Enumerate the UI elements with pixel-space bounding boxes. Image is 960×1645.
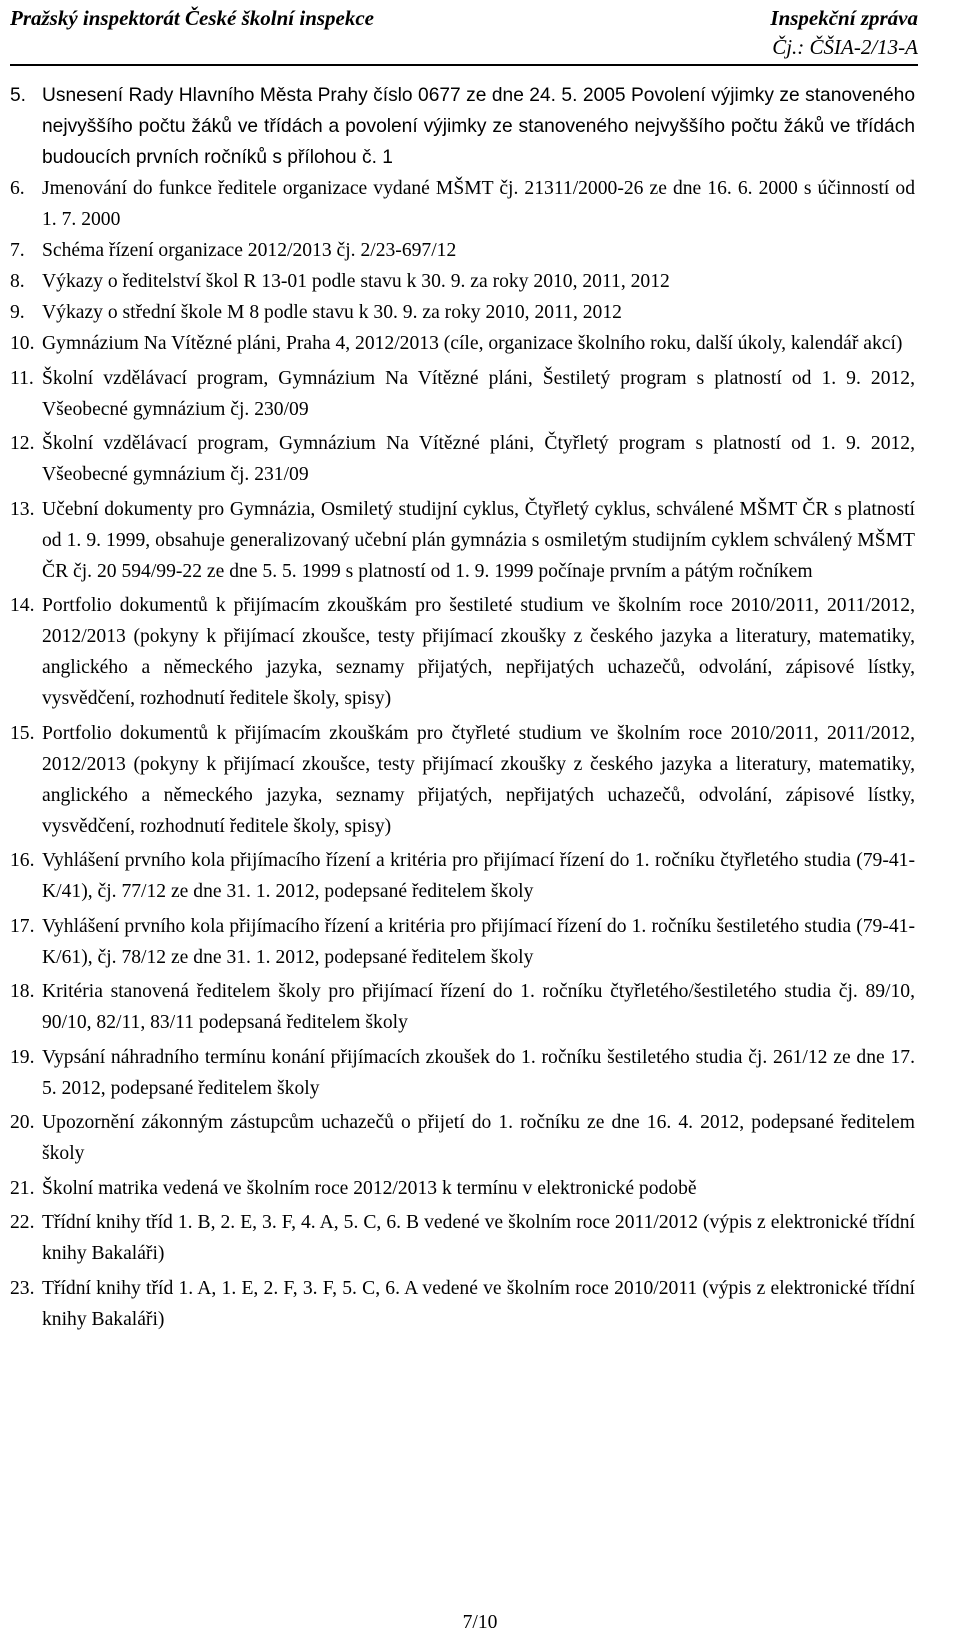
header-reference-number: Čj.: ČŠIA-2/13-A [772, 35, 918, 59]
list-item-11 [10, 363, 915, 425]
list-item-14 [10, 590, 915, 714]
item-text: Třídní knihy tříd 1. A, 1. E, 2. F, 3. F, 5. C, 6. A vedené ve školním roce 2010/2011 (výpis z elektronické třídní knihy Bakaláři) [42, 1277, 915, 1330]
header-report-info [770, 4, 918, 62]
list-item-10 [10, 328, 915, 359]
item-number: 17. [10, 915, 35, 937]
list-item-12 [10, 428, 915, 490]
list-item-20 [10, 1107, 915, 1169]
list-item-22 [10, 1207, 915, 1269]
item-text: Gymnázium Na Vítězné pláni, Praha 4, 2012/2013 (cíle, organizace školního roku, další úkoly, kalendář akcí) [42, 333, 903, 354]
page-number: 7/10 [462, 1612, 498, 1633]
item-number: 14. [10, 595, 35, 616]
item-number: 12. [10, 433, 35, 454]
item-text: Školní vzdělávací program, Gymnázium Na Vítězné pláni, Šestiletý program s platností od 1. 9. 2012, Všeobecné gymnázium čj. 230/09 [42, 367, 915, 420]
document-list [10, 80, 915, 1338]
item-text: Schéma řízení organizace 2012/2013 čj. 2/23-697/12 [42, 240, 457, 261]
item-text: Školní vzdělávací program, Gymnázium Na Vítězné pláni, Čtyřletý program s platností od 1. 9. 2012, Všeobecné gymnázium čj. 231/09 [42, 433, 915, 485]
item-number: 19. [10, 1046, 35, 1068]
item-number: 20. [10, 1112, 35, 1133]
header-institution: Pražský inspektorát České školní inspekce [10, 6, 375, 30]
item-text: Kritéria stanovená ředitelem školy pro přijímací řízení do 1. ročníku čtyřletého/šestiletého studia čj. 89/10, 90/10, 82/11, 83/11 podepsaná ředitelem školy [42, 981, 915, 1033]
list-item-9 [10, 297, 915, 328]
list-item-13 [10, 494, 915, 587]
item-text: Vypsání náhradního termínu konání přijímacích zkoušek do 1. ročníku šestiletého studia čj. 261/12 ze dne 17. 5. 2012, podepsané ředitelem školy [42, 1046, 915, 1099]
list-item-17 [10, 911, 915, 973]
item-number: 15. [10, 722, 35, 744]
item-text: Školní matrika vedená ve školním roce 2012/2013 k termínu v elektronické podobě [42, 1177, 697, 1199]
item-number: 10. [10, 333, 35, 354]
item-number: 6. [10, 178, 25, 199]
page-header [10, 4, 918, 66]
list-item-15 [10, 718, 915, 842]
item-text: Učební dokumenty pro Gymnázia, Osmiletý studijní cyklus, Čtyřletý cyklus, schválené MŠMT ČR s platností od 1. 9. 1999, obsahuje generalizovaný učební plán gymnázia s osmiletým studijním cyklem schválený MŠMT ČR čj. 20 594/99-22 ze dne 5. 5. 1999 s platností od 1. 9. 1999 počínaje prvním a pátým ročníkem [42, 498, 915, 582]
item-text: Portfolio dokumentů k přijímacím zkouškám pro šestileté studium ve školním roce 2010/2011, 2011/2012, 2012/2013 (pokyny k přijímací zkoušce, testy přijímací zkoušky z českého jazyka a literatury, matematiky, anglického a německého jazyka, seznamy přijatých, nepřijatých uchazečů, odvolání, zápisové lístky, vysvědčení, rozhodnutí ředitele školy, spisy) [42, 595, 915, 709]
item-text: Třídní knihy tříd 1. B, 2. E, 3. F, 4. A, 5. C, 6. B vedené ve školním roce 2011/2012 (výpis z elektronické třídní knihy Bakaláři) [42, 1212, 915, 1264]
item-number: 7. [10, 240, 25, 261]
item-text: Upozornění zákonným zástupcům uchazečů o přijetí do 1. ročníku ze dne 16. 4. 2012, podepsané ředitelem školy [42, 1112, 915, 1164]
item-number: 18. [10, 981, 35, 1002]
list-item-21 [10, 1173, 915, 1204]
item-number: 22. [10, 1212, 35, 1233]
list-item-8 [10, 266, 915, 297]
item-text: Výkazy o střední škole M 8 podle stavu k 30. 9. za roky 2010, 2011, 2012 [42, 302, 622, 323]
item-number: 11. [10, 367, 34, 389]
list-item-6 [10, 173, 915, 235]
list-item-18 [10, 976, 915, 1038]
item-number: 9. [10, 302, 25, 323]
item-text: Vyhlášení prvního kola přijímacího řízení a kritéria pro přijímací řízení do 1. ročníku šestiletého studia (79-41-K/61), čj. 78/12 ze dne 31. 1. 2012, podepsané ředitelem školy [42, 915, 915, 968]
item-text: Jmenování do funkce ředitele organizace vydané MŠMT čj. 21311/2000-26 ze dne 16. 6. 2000 s účinností od 1. 7. 2000 [42, 178, 915, 230]
list-item-7 [10, 235, 915, 266]
item-number: 13. [10, 498, 35, 520]
item-number: 5. [10, 85, 27, 106]
item-text: Výkazy o ředitelství škol R 13-01 podle stavu k 30. 9. za roky 2010, 2011, 2012 [42, 271, 670, 292]
list-item-23 [10, 1273, 915, 1335]
header-report-title: Inspekční zpráva [770, 6, 918, 30]
item-text: Portfolio dokumentů k přijímacím zkouškám pro čtyřleté studium ve školním roce 2010/2011, 2011/2012, 2012/2013 (pokyny k přijímací zkoušce, testy přijímací zkoušky z českého jazyka a literatury, matematiky, anglického a německého jazyka, seznamy přijatých, nepřijatých uchazečů, odvolání, zápisové lístky, vysvědčení, rozhodnutí ředitele školy, spisy) [42, 722, 915, 837]
list-item-16 [10, 845, 915, 907]
item-number: 16. [10, 850, 35, 871]
item-text: Usnesení Rady Hlavního Města Prahy číslo 0677 ze dne 24. 5. 2005 Povolení výjimky ze stanoveného nejvyššího počtu žáků ve třídách a povolení výjimky ze stanoveného nejvyššího počtu žáků ve třídách budoucích prvních ročníků s přílohou č. 1 [42, 85, 915, 168]
list-item-19 [10, 1042, 915, 1104]
item-number: 23. [10, 1277, 35, 1299]
item-text: Vyhlášení prvního kola přijímacího řízení a kritéria pro přijímací řízení do 1. ročníku čtyřletého studia (79-41-K/41), čj. 77/12 ze dne 31. 1. 2012, podepsané ředitelem školy [42, 850, 915, 902]
item-number: 21. [10, 1177, 35, 1199]
item-number: 8. [10, 271, 25, 292]
list-item-5 [10, 80, 915, 173]
